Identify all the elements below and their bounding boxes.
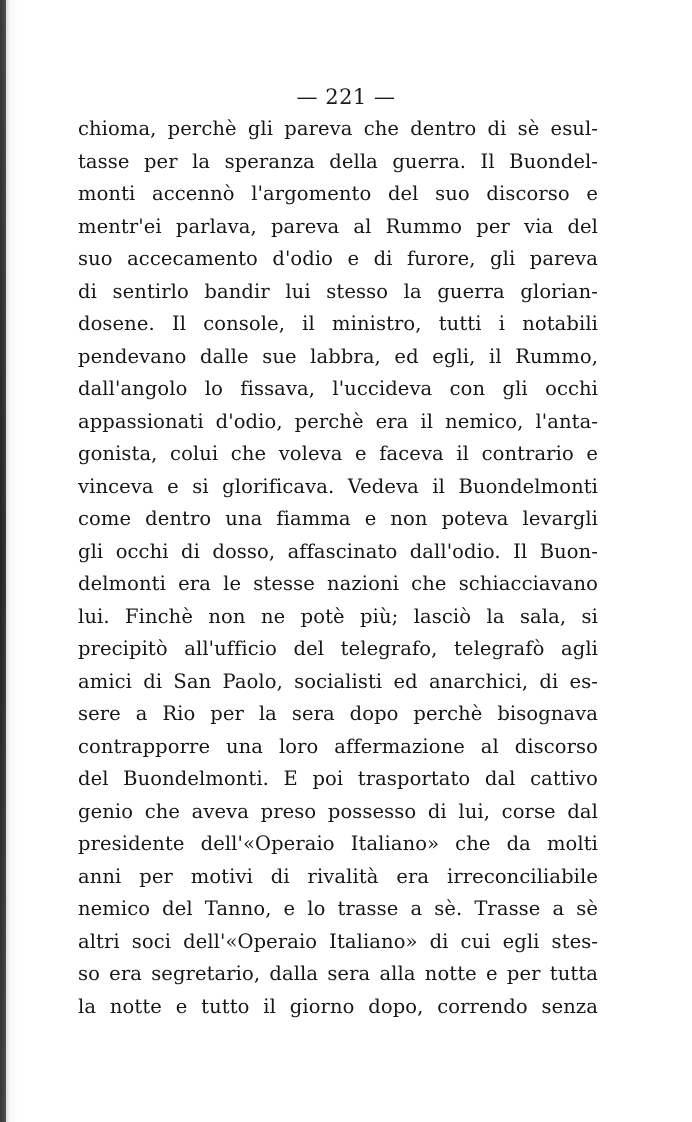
text-line: suo accecamento d'odio e di furore, gli pareva	[78, 247, 598, 270]
body-text	[78, 113, 598, 1023]
text-line: delmonti era le stesse nazioni che schiacciavano	[78, 572, 598, 595]
text-line: so era segretario, dalla sera alla notte e per tutta	[78, 962, 598, 985]
text-line: chioma, perchè gli pareva che dentro di sè esul-	[78, 117, 598, 140]
text-line: presidente dell'«Operaio Italiano» che da molti	[78, 832, 598, 855]
text-line: dosene. Il console, il ministro, tutti i notabili	[78, 312, 598, 335]
text-line: amici di San Paolo, socialisti ed anarchici, di es-	[78, 669, 598, 693]
text-line: come dentro una fiamma e non poteva levargli	[78, 507, 598, 530]
text-line: di sentirlo bandir lui stesso la guerra glorian-	[78, 279, 598, 303]
text-line: dall'angolo lo fissava, l'uccideva con gli occhi	[78, 377, 598, 400]
text-line: tasse per la speranza della guerra. Il Buondel-	[78, 149, 598, 173]
text-line: altri soci dell'«Operaio Italiano» di cui egli stes-	[78, 929, 598, 953]
text-line: gli occhi di dosso, affascinato dall'odio. Il Buon-	[78, 539, 598, 563]
text-line: lui. Finchè non ne potè più; lasciò la sala, si	[78, 604, 598, 628]
text-line: appassionati d'odio, perchè era il nemico, l'anta-	[78, 409, 598, 433]
text-line: sere a Rio per la sera dopo perchè bisognava	[78, 702, 598, 725]
page-number: — 221 —	[296, 85, 396, 109]
text-line: genio che aveva preso possesso di lui, corse dal	[78, 799, 598, 823]
text-line: vinceva e si glorificava. Vedeva il Buondelmonti	[78, 474, 598, 498]
text-line: pendevano dalle sue labbra, ed egli, il Rummo,	[78, 344, 598, 368]
text-line: precipitò all'ufficio del telegrafo, telegrafò agli	[78, 637, 598, 660]
text-line: la notte e tutto il giorno dopo, correndo senza	[78, 994, 598, 1018]
text-line: nemico del Tanno, e lo trasse a sè. Trasse a sè	[78, 897, 598, 920]
binding-edge	[0, 0, 6, 1122]
text-line: contrapporre una loro affermazione al discorso	[78, 734, 598, 758]
text-line: mentr'ei parlava, pareva al Rummo per via del	[78, 214, 598, 238]
text-line: monti accennò l'argomento del suo discorso e	[78, 182, 598, 205]
text-line: anni per motivi di rivalità era irreconciliabile	[78, 864, 598, 888]
text-line: del Buondelmonti. E poi trasportato dal cattivo	[78, 767, 598, 790]
text-line: gonista, colui che voleva e faceva il contrario e	[78, 442, 598, 465]
